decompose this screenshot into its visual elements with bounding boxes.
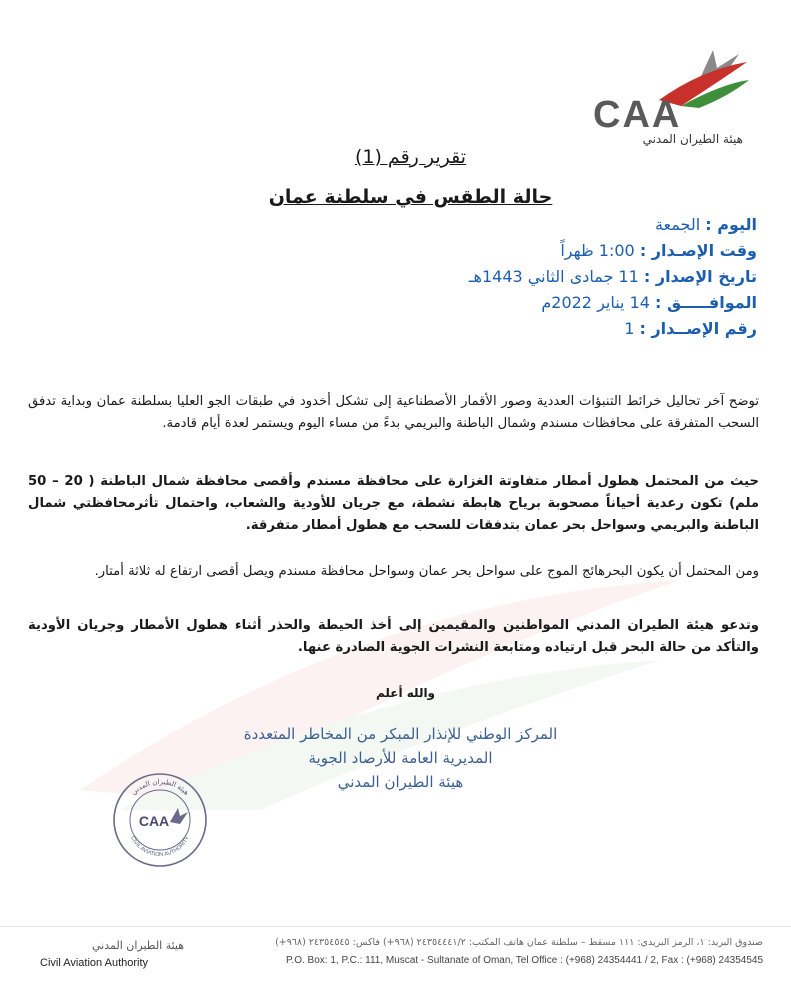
footer-english-address: P.O. Box: 1, P.C.: 111, Muscat - Sultanate of Oman, Tel Office : (+968) 24354441 / 2, Fax : (+968) 24354545 [286, 955, 763, 966]
meta-issue-date-label: تاريخ الإصدار : [643, 267, 757, 286]
meta-corresponding [469, 290, 757, 316]
footer-english-name: Civil Aviation Authority [40, 957, 149, 969]
caa-logo [591, 40, 751, 145]
closing-phrase: والله أعلم [375, 686, 436, 700]
report-subject-title: حالة الطقس في سلطنة عمان [268, 186, 553, 208]
meta-issue-number-value: 1 [624, 319, 635, 338]
stamp-ring-english: CIVIL AVIATION AUTHORITY [129, 835, 191, 859]
report-meta [469, 212, 757, 342]
meta-issue-time [469, 238, 757, 264]
meta-issue-number-label: رقم الإصــدار : [639, 319, 757, 338]
meta-issue-date-value: 11 جمادى الثاني 1443هـ [468, 267, 639, 286]
meta-day-value: الجمعة [654, 215, 701, 234]
meta-corresponding-label: الموافـــــق : [655, 293, 757, 312]
meta-corresponding-value: 14 يناير 2022م [541, 293, 650, 312]
body-paragraph-forecast-analysis: توضح آخر تحاليل خرائط التنبؤات العددية وصور الأقمار الأصطناعية إلى تشكل أخدود في طبقات الجو العليا بسلطنة عمان وبداية تدفق السحب المتفرقة على محافظات مسندم وشمال الباطنة والبريمي بدءً من مساء اليوم ويستمر لعدة أيام قادمة. [28, 394, 759, 432]
logo-arabic-name: هيئة الطيران المدني [642, 132, 743, 146]
page-footer [0, 926, 791, 977]
report-number-title: تقرير رقم (1) [354, 146, 467, 168]
body-paragraph-sea-state: ومن المحتمل أن يكون البحرهائج الموج على سواحل بحر عمان وسواحل محافظة مسندم ويصل أقصى ارتفاع له ثلاثة أمتار. [94, 564, 759, 580]
meta-issue-date [469, 264, 757, 290]
stamp-ring-arabic: هيئة الطيران المدني [129, 777, 191, 797]
signature-line-center: المركز الوطني للإنذار المبكر من المخاطر المتعددة [243, 725, 558, 743]
footer-arabic-name: هيئة الطيران المدني [92, 939, 185, 952]
signature-line-directorate: المديرية العامة للأرصاد الجوية [308, 749, 493, 767]
body-paragraph-public-advisory: وتدعو هيئة الطيران المدني المواطنين والمقيمين إلى أخذ الحيطة والحذر أثناء هطول الأمطار وجريان الأودية والتأكد من حالة البحر قبل ارتياده ومتابعة النشرات الجوية الصادرة عنها. [28, 618, 759, 656]
meta-issue-time-label: وقت الإصـدار : [639, 241, 757, 260]
footer-arabic-address: صندوق البريد: ١، الرمز البريدي: ١١١ مسقط – سلطنة عمان هاتف المكتب: ٢٤٣٥٤٤٤١/٢ (٩٦٨+) فاكس: ٢٤٣٥٤٥٤٥ (٩٦٨+) [275, 937, 763, 948]
meta-issue-time-value: 1:00 ظهراً [560, 241, 635, 260]
stamp-center-letters: CAA [138, 813, 170, 829]
meta-day [469, 212, 757, 238]
meta-issue-number [469, 316, 757, 342]
meta-day-label: اليوم : [705, 215, 757, 234]
signature-line-authority: هيئة الطيران المدني [337, 773, 464, 791]
official-stamp-icon [110, 770, 210, 870]
body-paragraph-rain-warning: حيث من المحتمل هطول أمطار متفاوتة الغزارة على محافظة مسندم وأقصى محافظة شمال الباطنة ( 20 – 50 ملم) تكون رعدية أحياناً مصحوبة برياح هابطة نشطة، مع جريان للأودية والشعاب، واحتمال تأثرمحافظتي شمال الباطنة والبريمي وسواحل بحر عمان بتدفقات للسحب مع هطول أمطار متفرقة. [28, 474, 759, 534]
logo-letters: CAA [593, 94, 682, 136]
svg-text:هيئة الطيران المدني [130, 778, 191, 797]
svg-text:CIVIL AVIATION AUTHORITY [129, 835, 191, 858]
